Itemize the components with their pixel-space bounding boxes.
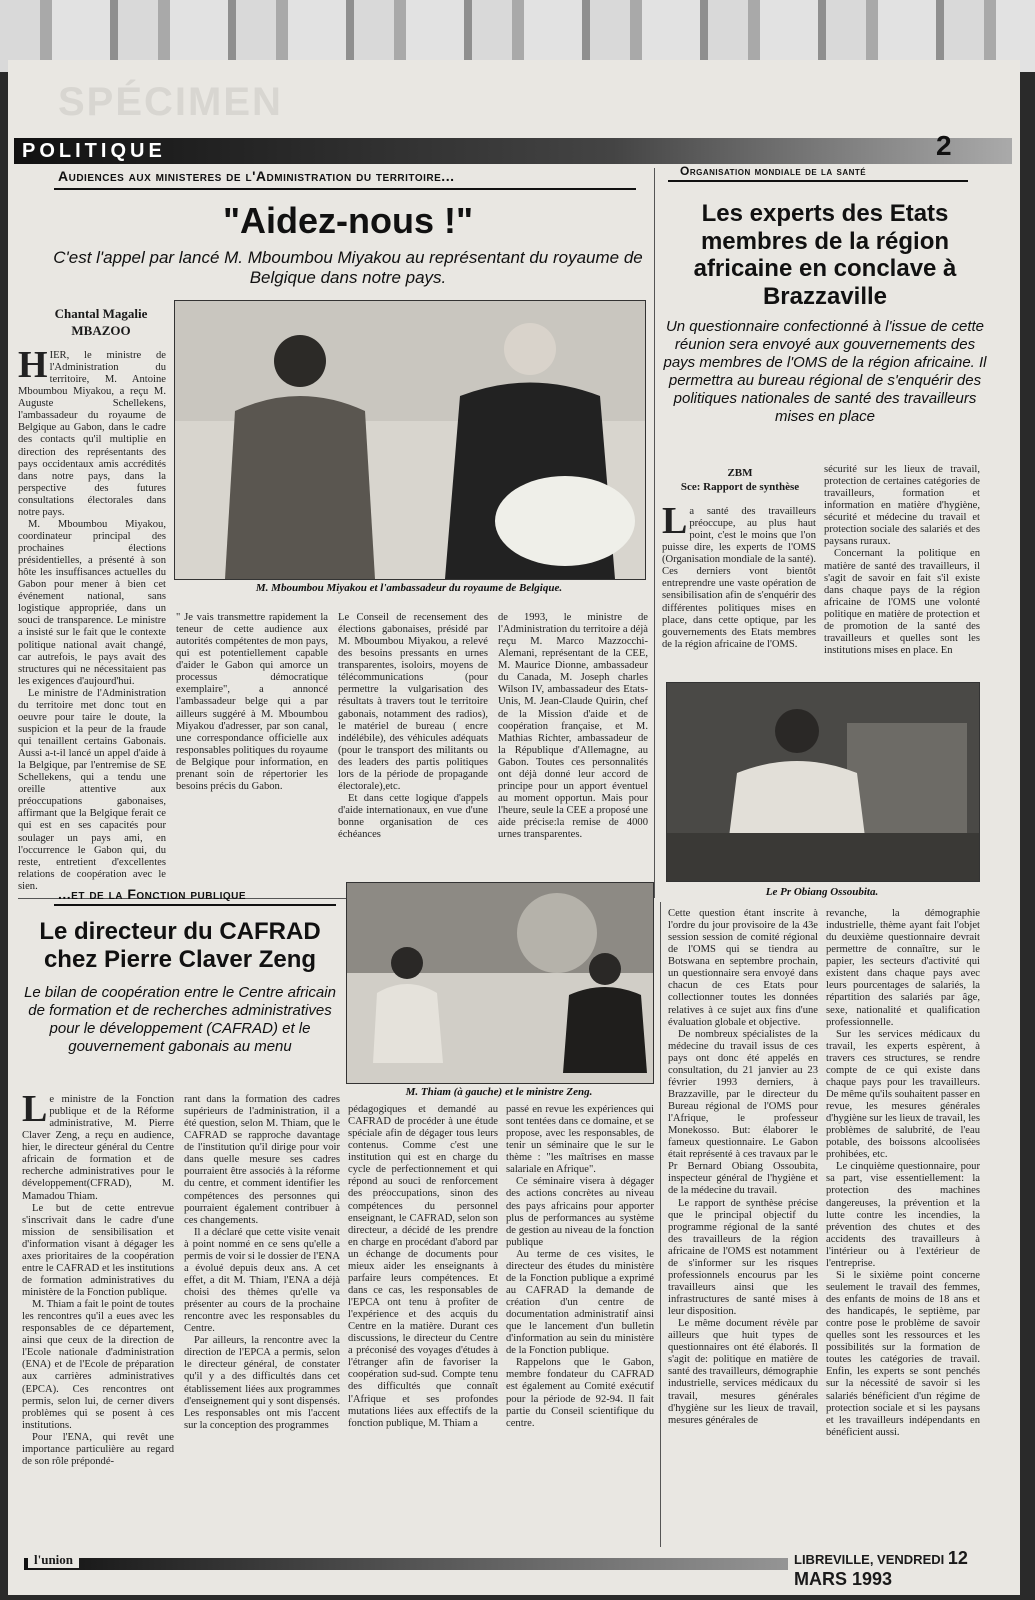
article3-col4-para: passé en revue les expériences qui sont tentées dans ce domaine, et se propose, avec les responsables, de tenir un séminaire que le sur le thème : "les maîtrises en masse salariale en Afrique". <box>506 1104 654 1176</box>
article3-kicker-rule <box>54 904 336 906</box>
section-label: POLITIQUE <box>22 140 166 162</box>
article1-col3-para: Le Conseil de recensement des élections gabonaises, présidé par M. Mboumbou Miyakou, a relevé des besoins pressants en urnes transparentes, isoloirs, moyens de télécommunications (pour permettre la vulgarisation des résultats à travers tout le territoire gabonais, notamment des radios), le matériel de bureau ( encre indélébile), des véhicules adéquats (pour le transport des militants ou des leaders des partis politiques lors de la période de propagande électorale),etc. <box>338 612 488 792</box>
article1-col1-para: Le ministre de l'Administration du territoire met donc tout en oeuvre pour taire le doute, la suspicion et la peur de la fraude qui tenaillent certains Gabonais. Aussi a-t-il lancé un appel d'aide à la Belgique, par l'entremise de SE Schellekens, qui a tendu une oreille attentive aux préoccupations gabonaises, affirmant que la Belgique ferait ce qui est en ses capacités pour soulager un pays ami, en l'occurrence le Gabon qui, du reste, entretient d'excellentes relations de coopération avec le sien. <box>18 687 166 892</box>
article3-column-1 <box>22 1088 174 1546</box>
article3-column-2 <box>184 1094 340 1546</box>
article2-col1-para: La santé des travailleurs préoccupe, au plus haut point, c'est le moins que l'on puisse dire, les experts de l'OMS (Organisation mondiale de la santé). Ces derniers vont bientôt entreprendre une vaste opération de sensibilisation afin de s'enquérir des différentes politiques mises en place, dans cette optique, par les gouvernements des Etats membres de la région africaine de l'OMS. <box>662 500 816 650</box>
article2-column-1 <box>662 500 816 674</box>
article2-column-3 <box>668 908 818 1546</box>
ghost-watermark: SPÉCIMEN <box>58 80 283 124</box>
article2-column-4 <box>826 908 980 1546</box>
newspaper-page <box>8 60 1020 1595</box>
date-prefix: LIBREVILLE, VENDREDI <box>794 1552 945 1567</box>
article2-col3-para: Le même document révèle par ailleurs que huit types de questionnaires ont été élaborés. Il s'agit de: politique en matière de santé des travailleurs, démographie industrielle, services médicaux du travail, mesures générales d'hygiène sur les lieux de travail, mesures générales de <box>668 1318 818 1426</box>
article2-title: Les experts des Etats membres de la région africaine en conclave à Brazzaville <box>693 200 957 310</box>
article3-col2-para: Il a déclaré que cette visite venait à point nommé en ce sens qu'elle a permis de voir si le dossier de l'ENA a évolué depuis deux ans. A cet effet, a dit M. Thiam, l'ENA a déjà choisi des thèmes qu'elle va présenter au cours de la prochaine rencontre avec les responsables du Centre. <box>184 1226 340 1335</box>
article3-col2-para: rant dans la formation des cadres supérieurs de l'administration, il a été question, selon M. Thiam, que le CAFRAD se rapproche davantage de l'institution qu'il dirige pour voir dans quelle mesure ses cadres pourraient être associés à la réforme du centre, et comment identifier les compétences des personnes qui pourraient également contribuer à ces changements. <box>184 1094 340 1226</box>
newspaper-logo: l'union <box>28 1552 79 1568</box>
article1-kicker-rule <box>54 188 636 190</box>
article1-kicker: Audiences aux ministeres de l'Administration du territoire... <box>58 168 455 184</box>
article2-col4-para: Si le sixième point concerne seulement le travail des femmes, des enfants de moins de 18 ans et des handicapés, le septième, par contre pose le problème de savoir quelles sont les ressources et les possibilités sur la formation de toutes les catégories de travail. Enfin, les experts se sont penchés sur la nécessité de savoir si les salariés bénéficient d'un régime de protection sociale et si les paysans et les travailleurs indépendants en bénéficient aussi. <box>826 1269 980 1438</box>
column-divider-lower <box>660 902 661 1547</box>
article3-col4-para: Ce séminaire visera à dégager des actions concrètes au niveau des pays africains pour apporter plus de performances au système de gestion au niveau de la fonction publique <box>506 1176 654 1248</box>
article1-column-4 <box>498 612 648 884</box>
article2-col3-para: Cette question étant inscrite à l'ordre du jour provisoire de la 43e session session de comité régional de l'OMS qui se tiendra au Botswana en septembre prochain, un questionnaire sera envoyé dans chacun de ces Etats pour collectionner toutes les données relatives à ce sujet aux fins d'une évaluation globale et objective. <box>668 908 818 1028</box>
article2-col3-para: De nombreux spécialistes de la médecine du travail issus de ces pays ont donc été appelés en consultation, du 21 janvier au 23 février 1993 derniers, à Brazzaville, par le directeur du Bureau régional de l'OMS pour l'Afrique, le professeur Monekosso. But: élaborer le fameux questionnaire. Le Gabon était représenté à ces travaux par le Pr Bernard Obiang Ossoubita, inspecteur général de l'hygiène et de la médecine du travail. <box>668 1028 818 1197</box>
date-day: 12 <box>947 1548 968 1568</box>
article2-kicker: Organisation mondiale de la santé <box>680 164 867 178</box>
article1-col2-para: " Je vais transmettre rapidement la teneur de cette audience aux autorités compétentes de mon pays, qui est potentiellement capable d'aider le Gabon qui amorce un processus démocratique exemplaire", a annoncé l'ambassadeur belge qui a par ailleurs suggéré à M. Mboumbou Miyakou d'adresser, par son canal, une correspondance officielle aux responsables politiques du royaume de Belgique pour information, en prenant soin de répertorier les besoins précis du Gabon. <box>176 612 328 792</box>
page-number: 2 <box>936 130 952 161</box>
article1-column-3 <box>338 612 488 884</box>
article1-col1-para: HIER, le ministre de l'Administration du territoire, M. Antoine Mboumbou Miyakou, a reçu M. Auguste Schellekens, l'ambassadeur du royaume de Belgique au Gabon, dans le cadre des contacts qu'il multiplie en direction des représentants des pays occidentaux amis accrédités dans notre pays, dans la perspective des futures consultations électorales dans notre pays. <box>18 344 166 518</box>
article1-column-1 <box>18 344 166 892</box>
article2-dropcap: L <box>662 500 688 542</box>
article2-deck: Un questionnaire confectionné à l'issue de cette réunion sera envoyé aux gouvernements des pays membres de l'OMS de la région africaine. Il permettra au bureau régional de s'enquérir des politiques nationales de santé des travailleurs mises en place <box>663 318 987 425</box>
article3-caption: M. Thiam (à gauche) et le ministre Zeng. <box>405 1086 593 1098</box>
article3-col3-para: pédagogiques et demandé au CAFRAD de procéder à une étude spéciale afin de dégager tous leurs contenus. Comme c'est une institution qui est en charge du cycle de perfectionnement et qui répond au souci de renforcement des préoccupations, sinon des compétences du personnel enseignant, le CAFRAD, selon son directeur, a décidé de les prendre en charge en procédant d'abord par un échange de documents pour mieux aider les enseignants à parfaire leurs compétences. Et dans ce cas, les responsables de l'EPCA ont tenu à profiter de l'expérience et des acquis du Centre en la matière. Durant ces discussions, le directeur du Centre a préconisé des voyages d'études à l'étranger afin de favoriser la coopération sud-sud. Compte tenu des difficultés que connaît l'Afrique et ses profondes mutations liées aux effectifs de la fonction publique, M. Thiam a <box>348 1104 498 1429</box>
column-divider <box>654 168 655 898</box>
article1-byline <box>26 306 176 340</box>
byline-first: Chantal Magalie <box>54 306 148 321</box>
article3-dropcap: L <box>22 1088 48 1130</box>
article1-col1-para: M. Mboumbou Miyakou, coordinateur principal des prochaines élections présidentielles, a présenté à son hôte les insuffisances actuelles du Gabon pour mener à bien cet événement national, sans logistique appropriée, dans un souci de transparence. Le ministre a insisté sur le fait que le contexte politique national avait changé, car autrefois, le pays avait des structures qui ne nécessitaient pas les exigences d'aujourd'hui. <box>18 518 166 687</box>
article3-photo <box>346 882 654 1084</box>
article3-col4-para: Au terme de ces visites, le directeur des études du ministère de la Fonction publique a exprimé au CAFRAD la demande de création d'un centre de documentation administratif ainsi que le lancement d'un bulletin d'information au sein du ministère de la Fonction publique. <box>506 1248 654 1357</box>
issue-date <box>788 1548 1020 1590</box>
article2-col2-para: Concernant la politique en matière de santé des travailleurs, il s'agit de savoir en fait s'il existe dans chaque pays de la région africaine de l'OMS une volonté politique en matière de protection et de promotion de la santé des travailleurs et quelles sont les institutions mises en place. En <box>824 548 980 656</box>
article1-caption: M. Mboumbou Miyakou et l'ambassadeur du royaume de Belgique. <box>255 582 563 594</box>
article2-photo <box>666 682 980 882</box>
article3-col1-para: Pour l'ENA, qui revêt une importance particulière au regard de son rôle prépondé- <box>22 1431 174 1467</box>
article1-photo <box>174 300 646 580</box>
article3-column-3 <box>348 1104 498 1546</box>
article2-col2-para: sécurité sur les lieux de travail, protection de certaines catégories de travailleurs, formation et information en matière d'hygiène, sécurité et médecine du travail et protection sociale des salariés et des paysans ruraux. <box>824 464 980 548</box>
article2-byline <box>660 466 820 495</box>
article2-column-2 <box>824 464 980 674</box>
article1-col3-para: Et dans cette logique d'appels d'aide internationaux, en vue d'une bonne organisation de ces échéances <box>338 792 488 841</box>
article1-column-2 <box>176 612 328 884</box>
article2-author: ZBM <box>727 467 753 479</box>
article2-col4-para: Sur les services médicaux du travail, les experts espèrent, à travers ces structures, se rendre compte de ce qui existe dans chaque pays pour les travailleurs. De même qu'ils souhaitent passer en revue, les mesures générales d'hygiène sur les lieux de travail, les problèmes de salubrité, de l'eau potable, des boissons alcoolisées prohibées, etc. <box>826 1028 981 1161</box>
article2-col4-para: revanche, la démographie industrielle, thème ayant fait l'objet du deuxième questionnaire devrait permettre de connaître, sur le papier, les secteurs d'activité qui existent dans chaque pays avec leurs pourcentages de salariés, la répartition des salariés par âge, sexe, nationalité et qualification professionnelle. <box>826 908 980 1028</box>
article2-col3-para: Le rapport de synthèse précise que le principal objectif du programme régional de la santé des travailleurs de la région africaine de l'OMS est notamment de s'informer sur les risques professionnels encourus par les travailleurs ainsi que les infrastructures de santé mises à leur disposition. <box>668 1197 818 1318</box>
article1-dropcap: H <box>18 344 48 386</box>
article1-title: "Aidez-nous !" <box>222 200 474 241</box>
article3-deck: Le bilan de coopération entre le Centre africain de formation et de recherches administratives pour le développement (CAFRAD) et le gouvernement gabonais au menu <box>24 984 336 1055</box>
article3-col1-para: Le but de cette entrevue s'inscrivait dans le cadre d'une mission de sensibilisation et d'information visant à dégager les axes prioritaires de la coopération entre le CAFRAD et les institutions de formation administratives du ministère de la Fonction publique. <box>22 1202 174 1298</box>
byline-last: MBAZOO <box>71 322 131 338</box>
article2-source: Sce: Rapport de synthèse <box>680 481 800 494</box>
article1-col4-para: de 1993, le ministre de l'Administration du territoire a déjà reçu M. Marco Mazzocchi-Alemani, représentant de la CEE, M. Maurice Dionne, ambassadeur du Canada, M. Joseph charles Wilson IV, ambassadeur des Etats-Unis, M. Jean-Claude Quirin, chef de la Mission d'aide et de coopération française, et M. Mathias Richter, ambassadeur de la République d'Allemagne, au Gabon. Toutes ces personnalités ont déjà donné leur accord de principe pour un apport éventuel au moment opportun. Mais pour l'heure, seule la CEE a proposé une aide précise:la remise de 4000 urnes transparentes. <box>498 612 648 841</box>
article2-col4-para: Le cinquième questionnaire, pour sa part, vise essentiellement: la protection des machines dangereuses, la prévention et la lutte contre les incendies, la prévention des chutes et des accidents des travailleurs à l'intérieur ou à l'extérieur de l'entreprise. <box>826 1161 980 1269</box>
article3-title: Le directeur du CAFRAD chez Pierre Claver Zeng <box>39 918 321 973</box>
article1-deck: C'est l'appel par lancé M. Mboumbou Miyakou au représentant du royaume de Belgique dans notre pays. <box>53 248 643 288</box>
article2-caption: Le Pr Obiang Ossoubita. <box>765 886 879 898</box>
article3-col1-para: M. Thiam a fait le point de toutes les rencontres qu'il a eues avec les responsables de ce département, ainsi que ceux de la direction de l'Ecole nationale d'administration (ENA) et de l'Ecole de préparation aux carrières administratives (EPCA). Ces rencontres ont permis, selon lui, de cerner divers problèmes qui se posent à ces institutions. <box>22 1299 174 1431</box>
date-rest: MARS 1993 <box>794 1569 893 1589</box>
article3-col2-para: Par ailleurs, la rencontre avec la direction de l'EPCA a permis, selon le directeur général, de constater qu'il y a des difficultés dans cet établissement liées aux programmes d'enseignement qui y sont dispensés. Les responsables ont mis l'accent sur la conception des programmes <box>184 1335 340 1431</box>
article3-col1-para: Le ministre de la Fonction publique et de la Réforme administrative, M. Pierre Claver Zeng, a reçu en audience, hier, le directeur général du Centre africain de formation et de recherche administratives pour le développement(CFRAD), M. Mamadou Thiam. <box>22 1088 174 1202</box>
article2-kicker-rule <box>668 180 968 182</box>
article3-column-4 <box>506 1104 654 1546</box>
article3-kicker: ...et de la Fonction publique <box>58 886 247 902</box>
article3-col4-para: Rappelons que le Gabon, membre fondateur du CAFRAD est également au Comité exécutif pour la période de 92-94. Il fait partie du Conseil scientifique du centre. <box>506 1357 654 1429</box>
